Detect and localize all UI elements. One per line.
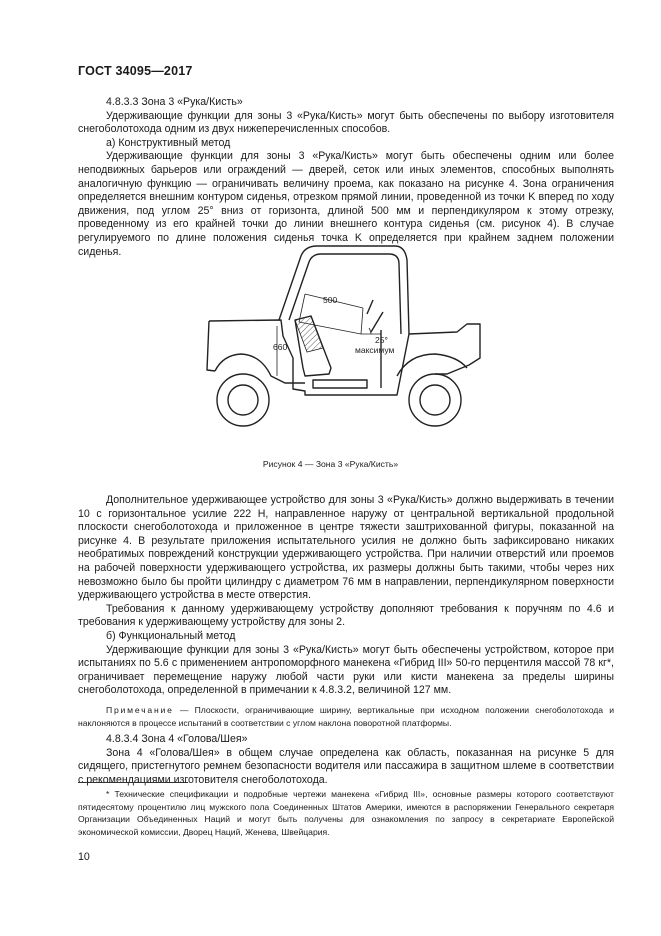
paragraph-requirements: Требования к данному удерживающему устройству дополняют требования к поручням по 4.6 и требования к удерживающему устройству для зоны 2. <box>78 602 614 629</box>
angle-max-label: максимум <box>355 345 395 355</box>
figure-4-vehicle-drawing <box>195 218 495 450</box>
angle-25-label: 25° <box>375 335 388 345</box>
paragraph-additional-device: Дополнительное удерживающее устройство для зоны 3 «Рука/Кисть» должно выдерживать в течении 10 с горизонтальное усилие 222 Н, направленное наружу от центральной вертикальной продольной плоскости снегоболотохода и приложенное в центре тяжести заштрихованной фигуры, показанной на рисунке 4. В результате приложения испытательного усилия не должно быть зафиксировано никаких необратимых повреждений конструкции удерживающего устройства. При наличии отверстий или проемов на рабочей поверхности удерживающего устройства, их размеры должны быть такими, чтобы через них невозможно было бы пройти цилиндру с диаметром 76 мм в направлении, перпендикулярном поверхности удерживающего устройства в месте отверстия. <box>78 494 614 602</box>
paragraph-constructive: Удерживающие функции для зоны 3 «Рука/Кисть» могут быть обеспечены одним или более неподвижных барьеров или ограждений — дверей, сеток или иных элементов, способных выполнять аналогичную функцию — ограничивать величину проема, как показано на рисунке 4. Зона ограничения определяется внешним контуром сиденья, отрезком прямой линии, проведенной из точки K вперед по ходу движения, под углом 25° вниз от горизонта, длиной 500 мм и перпендикуляром к этому отрезку, проведенному из его крайней точки до линии внешнего контура сиденья (см. рисунок 4). В случае регулируемого по длине положения сиденья точка K определяется при крайнем заднем положении сиденья. <box>78 150 614 258</box>
middle-text-block <box>78 494 614 787</box>
paragraph-zone4: Зона 4 «Голова/Шея» в общем случае определена как область, показанная на рисунке 5 для сидящего, пристегнутого ремнем безопасности водителя или пассажира в защитном шлеме в соответствии с рекомендациями изготовителя снегоболотохода. <box>78 746 614 786</box>
dimension-660: 660 <box>273 342 288 352</box>
standard-header: ГОСТ 34095—2017 <box>78 64 193 78</box>
section-heading-4833: 4.8.3.3 Зона 3 «Рука/Кисть» <box>106 96 243 108</box>
list-item-b: б) Функциональный метод <box>106 629 236 642</box>
note-paragraph <box>78 704 614 729</box>
footnote: * Технические спецификации и подробные чертежи манекена «Гибрид III», основные размеры которого соответствуют пятидесятому процентилю лиц мужского пола Соединенных Штатов Америки, имеются в распоряжении Генерального секретаря Организации Объединенных Наций и могут быть получены для ознакомления по запросу в секретариате Европейской экономической комиссии, Дворец Наций, Женева, Швейцария. <box>78 789 614 837</box>
section-heading-4834: 4.8.3.4 Зона 4 «Голова/Шея» <box>106 733 248 746</box>
figure-caption: Рисунок 4 — Зона 3 «Рука/Кисть» <box>262 459 399 469</box>
dimension-500: 500 <box>323 295 338 305</box>
paragraph-intro: Удерживающие функции для зоны 3 «Рука/Кисть» могут быть обеспечены по выбору изготовителя снегоболотохода одним из двух нижеперечисленных способов. <box>78 109 614 136</box>
list-item-a: а) Конструктивный метод <box>106 136 231 149</box>
page-number: 10 <box>78 851 90 863</box>
note-text: — Плоскости, ограничивающие ширину, вертикальные при исходном положении снегоболотохода и наклоняются в процессе испытаний в соответствии с углом наклона поворотной платформы. <box>78 704 614 728</box>
footnote-separator <box>78 782 188 783</box>
paragraph-functional: Удерживающие функции для зоны 3 «Рука/Кисть» могут быть обеспечены устройством, которое при испытаниях по 5.6 с применением антропоморфного манекена «Гибрид III» 50-го перцентиля массой 78 кг*, ограничивает перемещение наружу любой части руки или кисти манекена за пределы ширины снегоболотохода, определенной в примечании к 4.8.3.2, величиной 127 мм. <box>78 643 614 697</box>
body-outline <box>207 320 480 395</box>
note-label: Примечание <box>106 704 174 715</box>
